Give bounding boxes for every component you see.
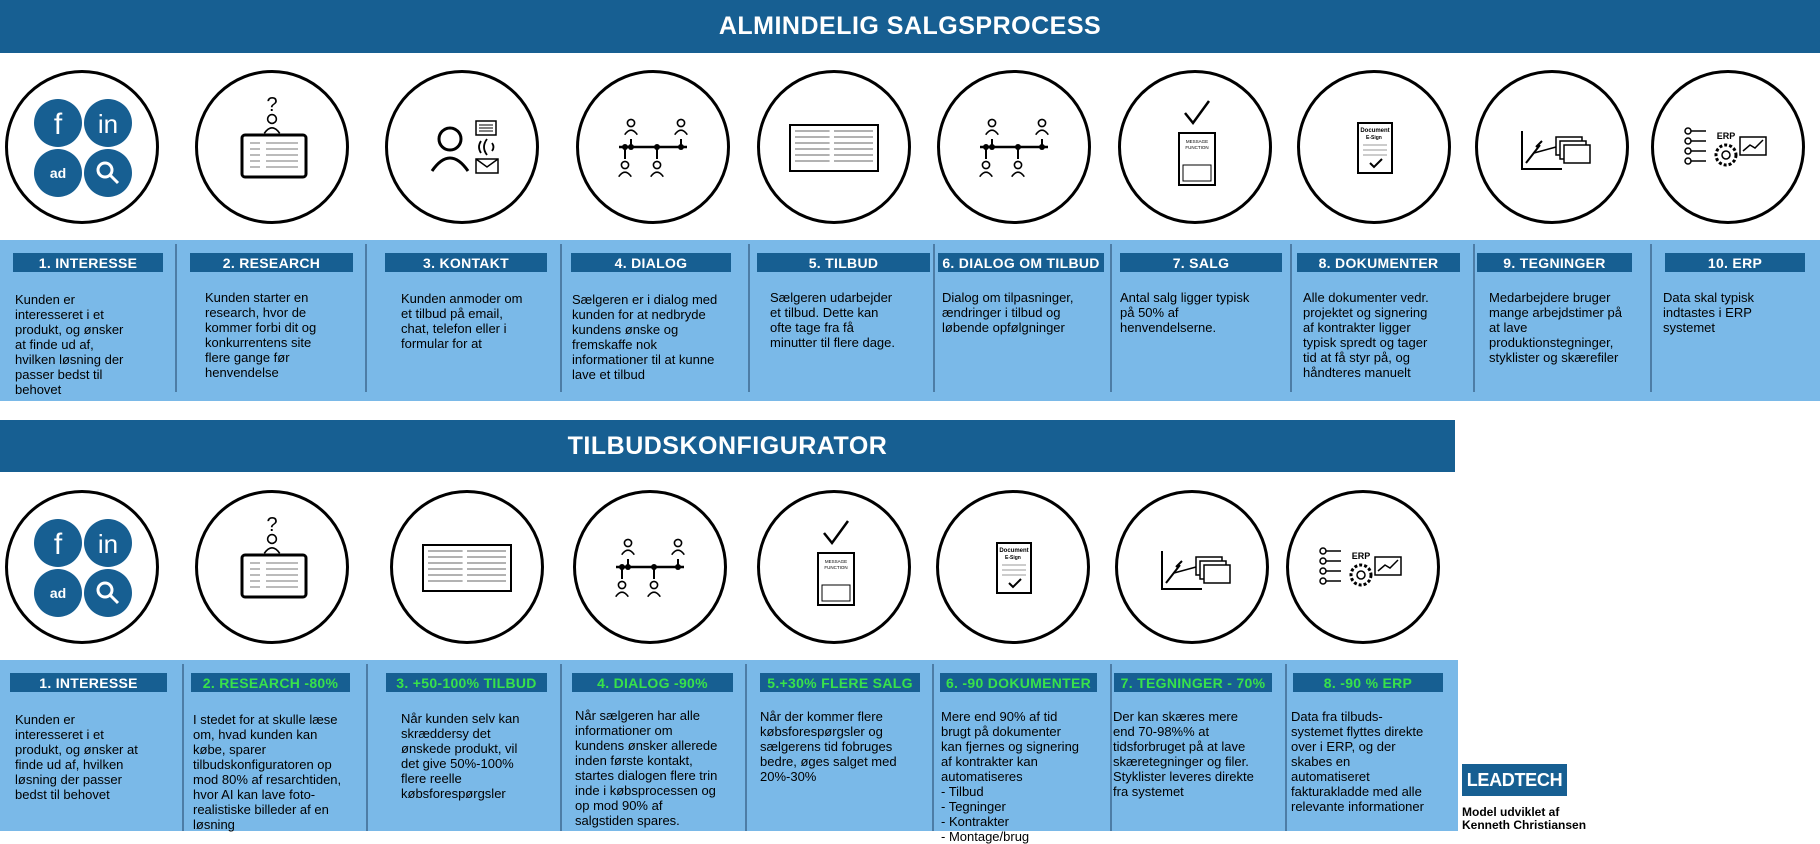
model-credit: Model udviklet af Kenneth Christiansen — [1462, 805, 1587, 832]
quote-document-icon — [757, 70, 911, 224]
svg-text:?: ? — [266, 94, 278, 116]
step-label: 8. DOKUMENTER — [1297, 253, 1460, 272]
step-description: I stedet for at skulle læse om, hvad kunden kan købe, sparer tilbudskonfiguratoren op mod 80% af resarchtiden, hvor AI kan lave foto- realistiske billeder af en løsning — [193, 712, 342, 832]
step-description: Mere end 90% af tid brugt på dokumenter kan fjernes og signering af kontrakter kan automatiseres - Tilbud - Tegninger - Kontrakter - Montage/brug — [941, 709, 1080, 844]
esign-document-icon — [936, 490, 1090, 644]
step-separator — [182, 664, 184, 831]
step-description: Dialog om tilpasninger, ændringer i tilbud og løbende opfølgninger — [942, 290, 1074, 335]
step-separator — [1110, 664, 1112, 831]
esign-document-icon-graphic — [1300, 73, 1448, 221]
drawings-icon-graphic — [1118, 493, 1266, 641]
configurator-banner-title: TILBUDSKONFIGURATOR — [0, 420, 1455, 472]
dialog-network-icon-graphic — [579, 73, 727, 221]
step-separator — [366, 664, 368, 831]
step-separator — [1285, 664, 1287, 831]
dialog-network-icon-graphic — [940, 73, 1088, 221]
step-description: Alle dokumenter vedr. projektet og signering af kontrakter ligger typisk spredt og tager tid at få styr på, og håndteres manuelt — [1303, 290, 1429, 380]
contact-icon-graphic — [388, 73, 536, 221]
step-label: 2. RESEARCH -80% — [191, 673, 350, 692]
svg-text:FUNCTION: FUNCTION — [1185, 145, 1209, 150]
step-separator — [175, 244, 177, 392]
svg-text:ERP: ERP — [1716, 131, 1736, 141]
quote-document-icon-graphic — [393, 493, 541, 641]
step-separator — [1110, 244, 1112, 392]
sale-check-icon-graphic — [1121, 73, 1269, 221]
sale-check-icon — [1118, 70, 1272, 224]
dialog-network-icon — [573, 490, 727, 644]
step-separator — [745, 664, 747, 831]
step-label: 7. TEGNINGER - 70% — [1114, 673, 1272, 692]
leadtech-logo: LEADTECH — [1462, 764, 1567, 796]
step-label: 4. DIALOG -90% — [572, 673, 733, 692]
svg-text:f: f — [53, 528, 63, 561]
step-label: 1. INTERESSE — [13, 253, 163, 272]
drawings-icon — [1115, 490, 1269, 644]
step-separator — [748, 244, 750, 392]
svg-text:in: in — [97, 109, 119, 139]
step-description: Data skal typisk indtastes i ERP systemet — [1663, 290, 1755, 335]
social-icons-graphic — [8, 493, 156, 641]
svg-text:ERP: ERP — [1351, 551, 1371, 561]
step-label: 4. DIALOG — [571, 253, 731, 272]
process-banner-title: ALMINDELIG SALGSPROCESS — [0, 0, 1820, 53]
step-description: Når der kommer flere købsforespørgsler og sælgerens tid fobruges bedre, øges salget med 20%-30% — [760, 709, 897, 784]
research-icon-graphic — [198, 73, 346, 221]
step-description: Antal salg ligger typisk på 50% af henvendelserne. — [1120, 290, 1250, 335]
dialog-network-icon — [937, 70, 1091, 224]
svg-text:FUNCTION: FUNCTION — [824, 565, 848, 570]
erp-icon — [1651, 70, 1805, 224]
svg-text:MESSAGE: MESSAGE — [1185, 139, 1209, 144]
step-label: 10. ERP — [1665, 253, 1805, 272]
step-label: 6. -90 DOKUMENTER — [940, 673, 1097, 692]
step-label: 7. SALG — [1120, 253, 1282, 272]
step-separator — [1473, 244, 1475, 392]
research-icon — [195, 70, 349, 224]
step-separator — [1290, 244, 1292, 392]
step-label: 9. TEGNINGER — [1477, 253, 1632, 272]
step-label: 6. DIALOG OM TILBUD — [938, 253, 1104, 272]
step-description: Når sælgeren har alle informationer om kundens ønsker allerede inden første kontakt, startes dialogen flere trin inde i købsprocessen og op mod 90% af salgstiden spares. — [575, 708, 718, 828]
step-separator — [365, 244, 367, 392]
step-description: Kunden anmoder om et tilbud på email, chat, telefon eller i formular for at — [401, 291, 523, 351]
step-label: 8. -90 % ERP — [1293, 673, 1443, 692]
esign-document-icon — [1297, 70, 1451, 224]
sale-check-icon — [757, 490, 911, 644]
svg-text:ad: ad — [49, 165, 67, 181]
quote-document-icon-graphic — [760, 73, 908, 221]
step-label: 5. TILBUD — [757, 253, 930, 272]
research-icon — [195, 490, 349, 644]
esign-document-icon-graphic — [939, 493, 1087, 641]
svg-text:MESSAGE: MESSAGE — [824, 559, 848, 564]
svg-text:Document: Document — [1360, 128, 1390, 134]
step-description: Kunden er interesseret i et produkt, og ønsker at finde ud af, hvilken løsning der passer bedst til behovet — [15, 292, 124, 397]
step-description: Data fra tilbuds- systemet flyttes direkte over i ERP, og der skabes en automatiseret fakturakladde med alle relevante informationer — [1291, 709, 1424, 814]
erp-icon — [1286, 490, 1440, 644]
social-icons — [5, 490, 159, 644]
svg-text:in: in — [97, 529, 119, 559]
drawings-icon — [1475, 70, 1629, 224]
step-separator — [560, 664, 562, 831]
step-separator — [560, 244, 562, 392]
svg-text:f: f — [53, 108, 63, 141]
social-icons — [5, 70, 159, 224]
step-description: Medarbejdere bruger mange arbejdstimer på at lave produktionstegninger, styklister og skærefiler — [1489, 290, 1622, 365]
step-label: 5.+30% FLERE SALG — [760, 673, 920, 692]
step-label: 3. KONTAKT — [385, 253, 547, 272]
step-label: 3. +50-100% TILBUD — [386, 673, 547, 692]
step-label: 2. RESEARCH — [190, 253, 353, 272]
step-description: Når kunden selv kan skræddersy det ønskede produkt, vil det give 50%-100% flere reelle købsforespørgsler — [401, 711, 520, 801]
step-separator — [933, 244, 935, 392]
step-description: Sælgeren udarbejder et tilbud. Dette kan ofte tage fra få minutter til flere dage. — [770, 290, 896, 350]
svg-text:E-Sign: E-Sign — [1366, 135, 1382, 141]
social-icons-graphic — [8, 73, 156, 221]
erp-icon-graphic — [1289, 493, 1437, 641]
step-separator — [1650, 244, 1652, 392]
research-icon-graphic — [198, 493, 346, 641]
dialog-network-icon-graphic — [576, 493, 724, 641]
contact-icon — [385, 70, 539, 224]
step-label: 1. INTERESSE — [10, 673, 167, 692]
svg-text:?: ? — [266, 514, 278, 536]
sale-check-icon-graphic — [760, 493, 908, 641]
quote-document-icon — [390, 490, 544, 644]
step-description: Sælgeren er i dialog med kunden for at nedbryde kundens ønske og fremskaffe nok informationer til at kunne lave et tilbud — [572, 292, 718, 382]
erp-icon-graphic — [1654, 73, 1802, 221]
step-description: Der kan skæres mere end 70-98%% at tidsforbruget på at lave skæretegninger og filer. Styklister leveres direkte fra systemet — [1113, 709, 1254, 799]
dialog-network-icon — [576, 70, 730, 224]
step-description: Kunden er interesseret i et produkt, og ønsker at finde ud af, hvilken løsning der passer bedst til behovet — [15, 712, 138, 802]
step-separator — [932, 664, 934, 831]
svg-text:E-Sign: E-Sign — [1005, 555, 1021, 561]
drawings-icon-graphic — [1478, 73, 1626, 221]
svg-text:ad: ad — [49, 585, 67, 601]
svg-text:Document: Document — [999, 548, 1029, 554]
step-description: Kunden starter en research, hvor de kommer forbi dit og konkurrentens site flere gange før henvendelse — [205, 290, 317, 380]
